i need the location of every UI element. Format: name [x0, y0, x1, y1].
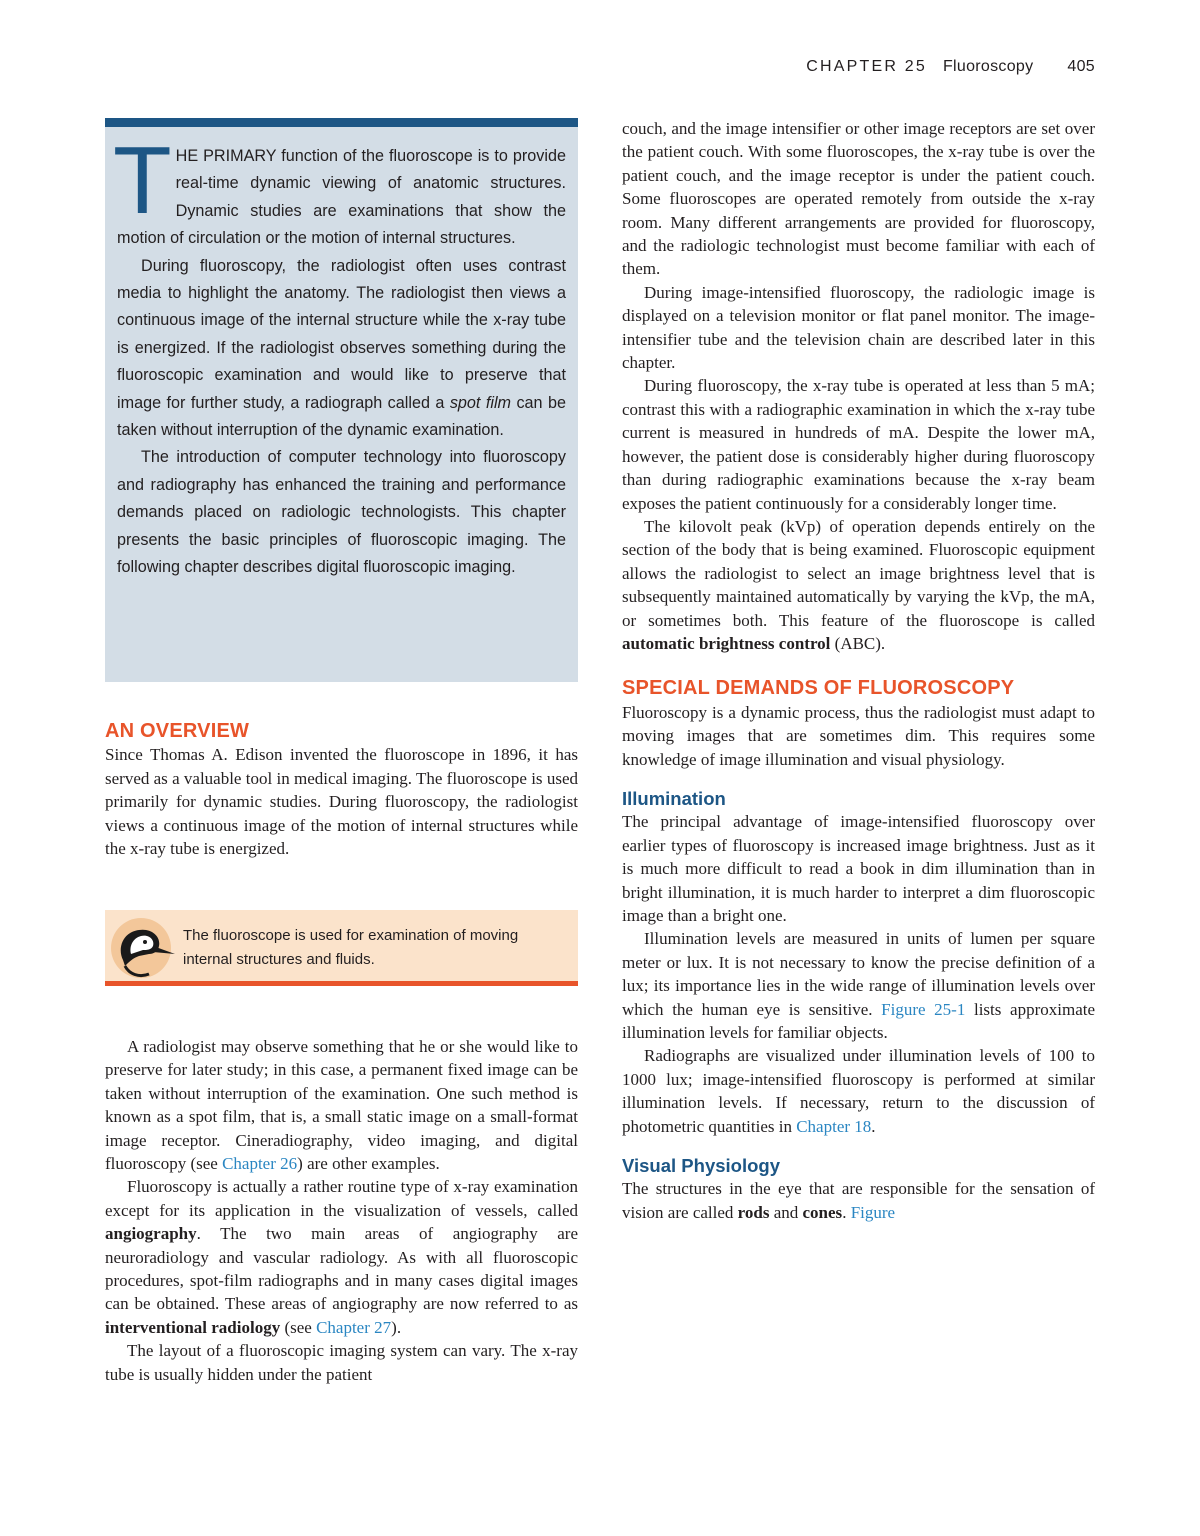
page-number: 405: [1067, 58, 1095, 75]
overview-section: [105, 720, 578, 860]
paragraph-illumination-2: Illumination levels are measured in units of lumen per square meter or lux. It is not necessary to know the precise definition of a lux; its importance lies in the wide range of illumination levels over which the human eye is sensitive. Figure 25-1 lists approximate illumination levels for familiar objects.: [622, 929, 1096, 1043]
running-head: [806, 58, 1095, 76]
chapter-26-link[interactable]: Chapter 26: [222, 1154, 298, 1174]
overview-paragraph: Since Thomas A. Edison invented the fluoroscope in 1896, it has served as a valuable tool in medical imaging. The fluoroscope is used primarily for dynamic studies. During fluoroscopy, the radiologist views a continuous image of the motion of internal structures while the x-ray tube is energized.: [105, 745, 578, 859]
paragraph-illumination-3: Radiographs are visualized under illumination levels of 100 to 1000 lux; image-intensified fluoroscopy is performed at similar illumination levels. If necessary, return to the discussion of photometric quantities in Chapter 18.: [622, 1046, 1095, 1136]
key-point-callout: [105, 910, 578, 986]
chapter-intro-box: [105, 118, 578, 682]
abc-term: automatic brightness control: [622, 633, 831, 653]
visual-physiology-heading: Visual Physiology: [622, 1155, 780, 1177]
rods-term: rods: [737, 1202, 770, 1222]
figure-25-1-link[interactable]: Figure 25-1: [881, 999, 966, 1019]
right-column-body: [622, 117, 1095, 1224]
paragraph-layout: The layout of a fluoroscopic imaging system can vary. The x-ray tube is usually hidden under the patient: [105, 1341, 578, 1384]
paragraph-tube-current: During fluoroscopy, the x-ray tube is operated at less than 5 mA; contrast this with a radiographic examination in which the x-ray tube current is measured in hundreds of mA. Despite the lower mA, however, the patient dose is considerably higher during fluoroscopy than during radiographic examinations because the x-ray beam exposes the patient continuously for a considerably longer time.: [622, 376, 1095, 513]
chapter-label: CHAPTER 25: [806, 58, 927, 75]
spot-film-term: spot film: [449, 393, 512, 412]
paragraph-couch: couch, and the image intensifier or other image receptors are set over the patient couch. With some fluoroscopes, the x-ray tube is over the patient couch, and the image receptor is under the patient couch. Some fluoroscopes are operated remotely from outside the x-ray room. Many different arrangements are provided for fluoroscopy, and the radiologic technologist must become familiar with each of them.: [622, 119, 1095, 279]
special-demands-heading: SPECIAL DEMANDS OF FLUOROSCOPY: [622, 677, 1015, 700]
paragraph-kvp: The kilovolt peak (kVp) of operation depends entirely on the section of the body that is being examined. Fluoroscopic equipment allows the radiologist to select an image brightness level that is subsequently maintained automatically by varying the kVp, the mA, or sometimes both. This feature of the fluoroscope is called automatic brightness control (ABC).: [622, 516, 1095, 653]
chapter-27-link[interactable]: Chapter 27: [316, 1317, 392, 1337]
illumination-heading: Illumination: [622, 787, 726, 809]
chapter-title: Fluoroscopy: [942, 58, 1034, 75]
left-column-body: [105, 1035, 578, 1386]
paragraph-special-demands: Fluoroscopy is a dynamic process, thus the radiologist must adapt to moving images that are sometimes dim. This requires some knowledge of image illumination and visual physiology.: [622, 702, 1095, 769]
paragraph-image-intensified: During image-intensified fluoroscopy, the radiologic image is displayed on a television monitor or flat panel monitor. The image-intensifier tube and the television chain are described later in this chapter.: [622, 282, 1095, 373]
paragraph-spot-film: A radiologist may observe something that he or she would like to preserve for later study; in this case, a permanent fixed image can be taken without interruption of the examination. One such method is known as a spot film, that is, a small static image on a small-format image receptor. Cineradiography, video imaging, and digital fluoroscopy (see Chapter 26) are other examples.: [105, 1037, 578, 1174]
paragraph-illumination-1: The principal advantage of image-intensified fluoroscopy over earlier types of fluoroscopy is increased image brightness. Just as it is much more difficult to read a book in dim illumination than in bright illumination, it is much harder to interpret a dim fluoroscopic image than a bright one.: [622, 812, 1095, 925]
penguin-mascot-icon: [109, 914, 179, 982]
intro-paragraph-1: THE PRIMARY function of the fluoroscope is to provide real-time dynamic viewing of anatomic structures. Dynamic studies are examinations that show the motion of circulation or the motion of internal structures.: [113, 127, 566, 248]
chapter-18-link[interactable]: Chapter 18: [796, 1116, 872, 1136]
paragraph-angiography: Fluoroscopy is actually a rather routine type of x-ray examination except for its application in the visualization of vessels, called angiography. The two main areas of angiography are neuroradiology and vascular radiology. As with all fluoroscopic procedures, spot-film radiographs and in many cases digital images can be obtained. These areas of angiography are now referred to as interventional radiology (see Chapter 27).: [105, 1177, 578, 1337]
interventional-radiology-term: interventional radiology: [105, 1317, 281, 1337]
cones-term: cones: [802, 1202, 843, 1222]
intro-paragraph-2: During fluoroscopy, the radiologist often uses contrast media to highlight the anatomy. The radiologist then views a continuous image of the internal structure while the x-ray tube is energized. If the radiologist observes something during the fluoroscopic examination and would like to preserve that image for further study, a radiograph called a spot film can be taken without interruption of the dynamic examination.: [117, 256, 566, 440]
callout-text: The fluoroscope is used for examination of moving internal structures and fluids.: [183, 927, 519, 968]
overview-heading: AN OVERVIEW: [105, 720, 250, 742]
drop-cap: T: [113, 127, 172, 234]
figure-link[interactable]: Figure: [850, 1202, 896, 1222]
angiography-term: angiography: [105, 1224, 197, 1244]
paragraph-visual-physiology: The structures in the eye that are responsible for the sensation of vision are called rods and cones. Figure: [622, 1179, 1095, 1222]
intro-paragraph-3: The introduction of computer technology into fluoroscopy and radiography has enhanced the training and performance demands placed on radiologic technologists. This chapter presents the basic principles of fluoroscopic imaging. The following chapter describes digital fluoroscopic imaging.: [117, 448, 566, 577]
